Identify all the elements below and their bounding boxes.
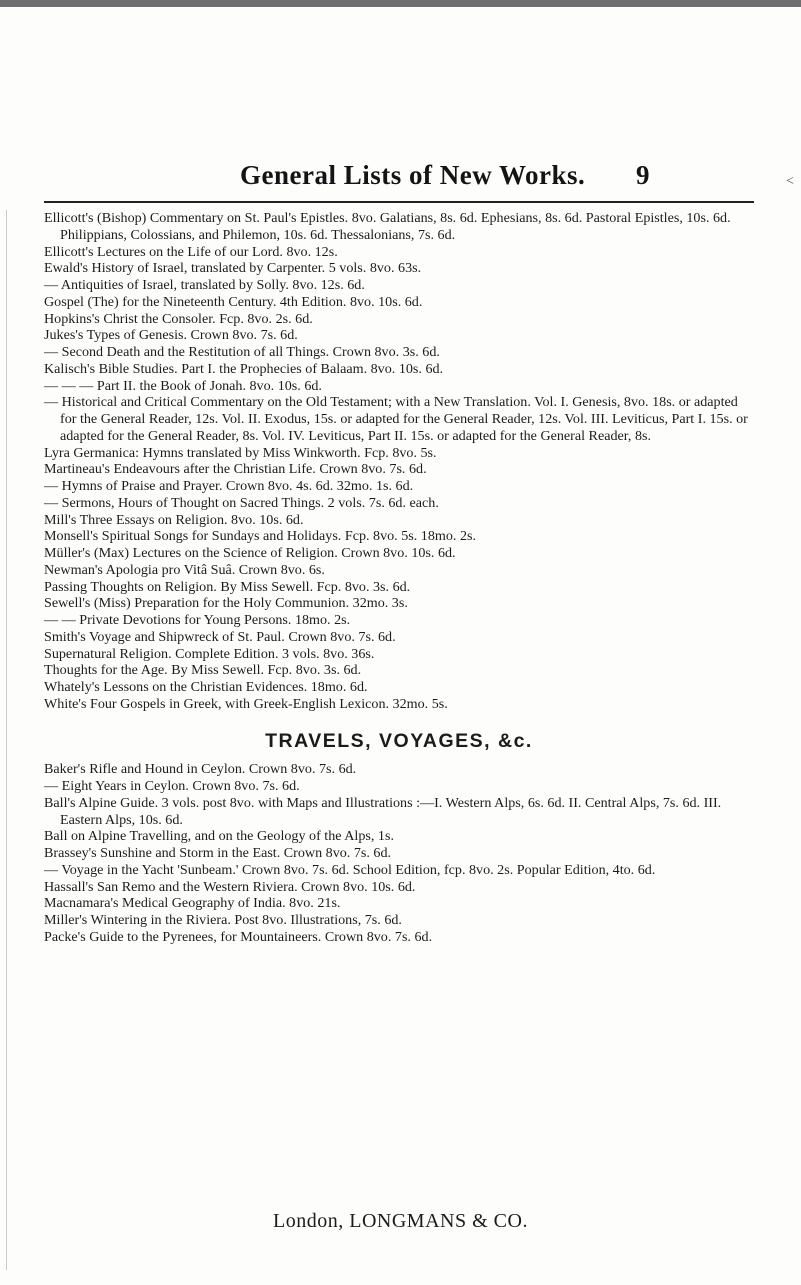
book-entry: Lyra Germanica: Hymns translated by Miss Winkworth. Fcp. 8vo. 5s. [44, 444, 437, 461]
book-entry: Mill's Three Essays on Religion. 8vo. 10s. 6d. [44, 511, 304, 528]
page-title: General Lists of New Works. [240, 160, 586, 190]
book-entry: Kalisch's Bible Studies. Part I. the Prophecies of Balaam. 8vo. 10s. 6d. [44, 360, 444, 377]
book-entry: Whately's Lessons on the Christian Evidences. 18mo. 6d. [44, 679, 368, 695]
book-entry: Ellicott's Lectures on the Life of our Lord. 8vo. 12s. [44, 243, 338, 260]
book-entry: Ball on Alpine Travelling, and on the Geology of the Alps, 1s. [44, 828, 394, 845]
book-entry: Ewald's History of Israel, translated by Carpenter. 5 vols. 8vo. 63s. [44, 260, 422, 277]
book-entry: Sewell's (Miss) Preparation for the Holy Communion. 32mo. 3s. [44, 595, 408, 612]
book-entry: Jukes's Types of Genesis. Crown 8vo. 7s. 6d. [44, 327, 298, 344]
travels-list [44, 761, 754, 945]
book-entry: Martineau's Endeavours after the Christian Life. Crown 8vo. 7s. 6d. [44, 461, 427, 478]
book-entry: — Historical and Critical Commentary on the Old Testament; with a New Translation. Vol. I. Genesis, 8vo. 18s. or adapted for the General Reader, 12s. Vol. II. Exodus, 15s. or adapted for the General Reader, 12s. Vol. III. Leviticus, Part I. 15s. or adapted for the General Reader, 8s. Vol. IV. Leviticus, Part II. 15s. or adapted for the General Reader, 8s. [44, 394, 748, 444]
page-top-edge [0, 0, 801, 7]
book-entry: Gospel (The) for the Nineteenth Century. 4th Edition. 8vo. 10s. 6d. [44, 293, 423, 310]
book-entry: Newman's Apologia pro Vitâ Suâ. Crown 8vo. 6s. [44, 561, 325, 578]
book-entry: — Hymns of Praise and Prayer. Crown 8vo. 4s. 6d. 32mo. 1s. 6d. [44, 478, 414, 494]
book-entry: White's Four Gospels in Greek, with Greek-English Lexicon. 32mo. 5s. [44, 695, 448, 712]
book-entry: Ellicott's (Bishop) Commentary on St. Paul's Epistles. 8vo. Galatians, 8s. 6d. Ephesians, 8s. 6d. Pastoral Epistles, 10s. 6d. Philippians, Colossians, and Philemon, 10s. 6d. Thessalonians, 7s. 6d. [44, 210, 731, 243]
book-entry: Macnamara's Medical Geography of India. 8vo. 21s. [44, 895, 341, 912]
header-rule [44, 201, 754, 203]
margin-mark: < [786, 174, 794, 189]
book-entry: Hopkins's Christ the Consoler. Fcp. 8vo. 2s. 6d. [44, 310, 313, 327]
book-entry: Miller's Wintering in the Riviera. Post 8vo. Illustrations, 7s. 6d. [44, 912, 402, 928]
book-entry: — Voyage in the Yacht 'Sunbeam.' Crown 8vo. 7s. 6d. School Edition, fcp. 8vo. 2s. Popular Edition, 4to. 6d. [44, 861, 656, 878]
section-heading-travels: TRAVELS, VOYAGES, &c. [265, 729, 533, 752]
book-entry: Brassey's Sunshine and Storm in the East. Crown 8vo. 7s. 6d. [44, 845, 392, 861]
book-entry: Thoughts for the Age. By Miss Sewell. Fcp. 8vo. 3s. 6d. [44, 662, 362, 679]
book-entry: Supernatural Religion. Complete Edition. 3 vols. 8vo. 36s. [44, 645, 375, 662]
book-entry: — Second Death and the Restitution of all Things. Crown 8vo. 3s. 6d. [44, 344, 440, 360]
book-entry: — Antiquities of Israel, translated by Solly. 8vo. 12s. 6d. [44, 277, 365, 293]
book-entry: Smith's Voyage and Shipwreck of St. Paul. Crown 8vo. 7s. 6d. [44, 628, 396, 645]
book-entry: — Eight Years in Ceylon. Crown 8vo. 7s. 6d. [44, 778, 300, 794]
listing-content [44, 210, 754, 946]
book-entry: Baker's Rifle and Hound in Ceylon. Crown 8vo. 7s. 6d. [44, 761, 357, 778]
book-entry: Monsell's Spiritual Songs for Sundays and Holidays. Fcp. 8vo. 5s. 18mo. 2s. [44, 528, 477, 545]
page-left-border [6, 210, 7, 1270]
book-entry: — Sermons, Hours of Thought on Sacred Things. 2 vols. 7s. 6d. each. [44, 494, 439, 511]
book-entry: — — — Part II. the Book of Jonah. 8vo. 10s. 6d. [44, 377, 322, 394]
book-entry: Packe's Guide to the Pyrenees, for Mountaineers. Crown 8vo. 7s. 6d. [44, 928, 433, 945]
book-entry: Hassall's San Remo and the Western Riviera. Crown 8vo. 10s. 6d. [44, 878, 416, 895]
book-entry: Müller's (Max) Lectures on the Science of Religion. Crown 8vo. 10s. 6d. [44, 545, 456, 561]
book-entry: Passing Thoughts on Religion. By Miss Sewell. Fcp. 8vo. 3s. 6d. [44, 578, 411, 595]
religion-list [44, 210, 754, 713]
book-entry: Ball's Alpine Guide. 3 vols. post 8vo. with Maps and Illustrations :—I. Western Alps, 6s. 6d. II. Central Alps, 7s. 6d. III. Eastern Alps, 10s. 6d. [44, 794, 722, 828]
book-entry: — — Private Devotions for Young Persons. 18mo. 2s. [44, 612, 351, 628]
publisher-footer: London, LONGMANS & CO. [273, 1210, 528, 1232]
page-number: 9 [636, 160, 650, 190]
running-head [0, 160, 801, 194]
